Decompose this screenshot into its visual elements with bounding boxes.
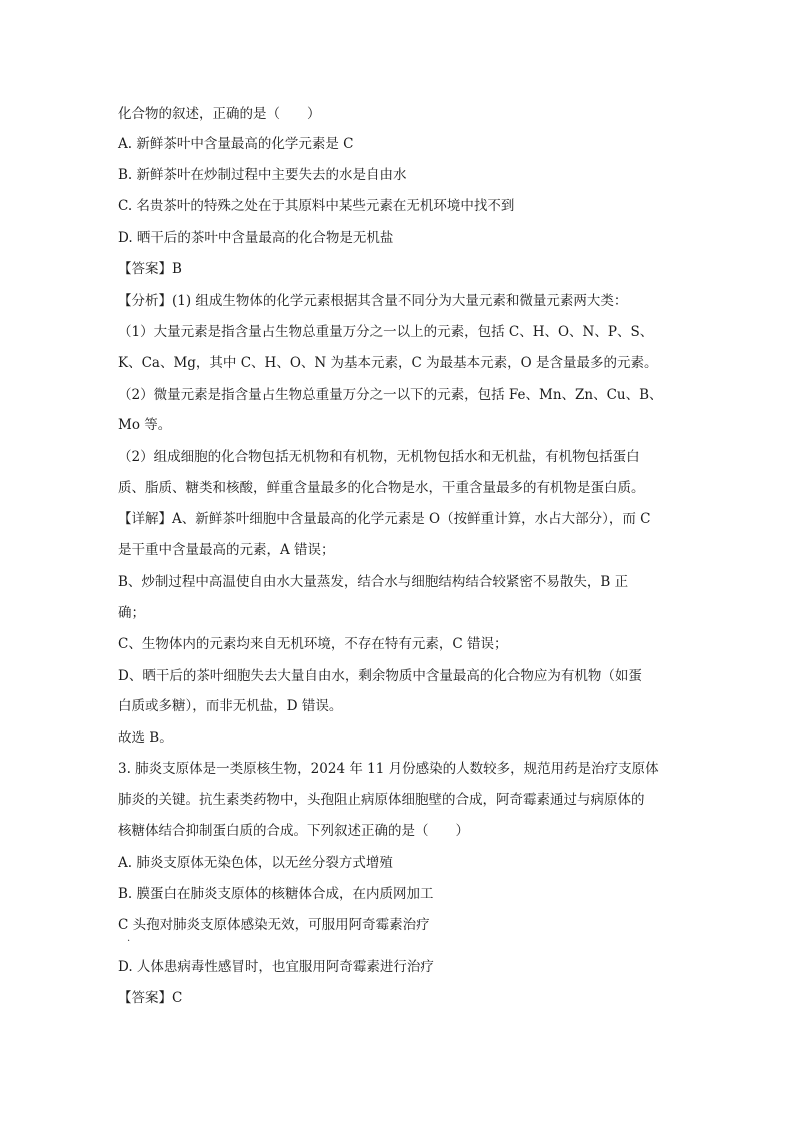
detail-line: 【详解】A、新鲜茶叶细胞中含量最高的化学元素是 O（按鲜重计算，水占大部分），而 C	[118, 511, 651, 527]
q3-option-a: A. 肺炎支原体无染色体，以无丝分裂方式增殖	[118, 855, 393, 871]
conclusion-line: 故选 B。	[118, 730, 173, 746]
analysis-line: K、Ca、Mg，其中 C、H、O、N 为基本元素，C 为最基本元素，O 是含量最多的元素。	[118, 355, 658, 371]
analysis-intro: 【分析】(1) 组成生物体的化学元素根据其含量不同分为大量元素和微量元素两大类：	[118, 293, 628, 309]
detail-line: D、晒干后的茶叶细胞失去大量自由水，剩余物质中含量最高的化合物应为有机物（如蛋	[118, 668, 642, 684]
analysis-line: （1）大量元素是指含量占生物总重量万分之一以上的元素，包括 C、H、O、N、P、S、	[118, 324, 654, 340]
detail-line: C、生物体内的元素均来自无机环境，不存在特有元素，C 错误；	[118, 636, 508, 652]
q3-option-b: B. 膜蛋白在肺炎支原体的核糖体合成，在内质网加工	[118, 886, 434, 902]
q3-answer-label: 【答案】C	[118, 990, 183, 1006]
q3-option-c: C 头孢对肺炎支原体感染无效，可服用阿奇霉素治疗	[118, 917, 430, 933]
option-a: A. 新鲜茶叶中含量最高的化学元素是 C	[118, 136, 354, 152]
question-3-stem: 3. 肺炎支原体是一类原核生物，2024 年 11 月份感染的人数较多，规范用药是治疗支原体	[118, 761, 659, 777]
analysis-line: （2）微量元素是指含量占生物总重量万分之一以下的元素，包括 Fe、Mn、Zn、Cu、B、	[118, 387, 663, 403]
analysis-line: Mo 等。	[118, 417, 172, 433]
question-3-stem: 肺炎的关键。抗生素类药物中，头孢阻止病原体细胞壁的合成，阿奇霉素通过与病原体的	[118, 792, 645, 808]
q3-option-d: D. 人体患病毒性感冒时，也宜服用阿奇霉素进行治疗	[118, 959, 434, 975]
option-d: D. 晒干后的茶叶中含量最高的化合物是无机盐	[118, 230, 394, 246]
question-stem-continuation: 化合物的叙述，正确的是（ ）	[118, 106, 321, 122]
stray-dot-mark: .	[127, 933, 131, 944]
option-b: B. 新鲜茶叶在炒制过程中主要失去的水是自由水	[118, 167, 407, 183]
analysis-line: 质、脂质、糖类和核酸，鲜重含量最多的化合物是水，干重含量最多的有机物是蛋白质。	[118, 480, 645, 496]
question-3-stem: 核糖体结合抑制蛋白质的合成。下列叙述正确的是（ ）	[118, 823, 469, 839]
option-c: C. 名贵茶叶的特殊之处在于其原料中某些元素在无机环境中找不到	[118, 198, 515, 214]
answer-label: 【答案】B	[118, 261, 182, 277]
detail-line: 确；	[118, 605, 145, 621]
detail-line: 是干重中含量最高的元素，A 错误；	[118, 542, 335, 558]
analysis-line: （2）组成细胞的化合物包括无机物和有机物，无机物包括水和无机盐，有机物包括蛋白	[118, 449, 640, 465]
detail-line: B、炒制过程中高温使自由水大量蒸发，结合水与细胞结构结合较紧密不易散失，B 正	[118, 574, 629, 590]
detail-line: 白质或多糖），而非无机盐，D 错误。	[118, 698, 343, 714]
